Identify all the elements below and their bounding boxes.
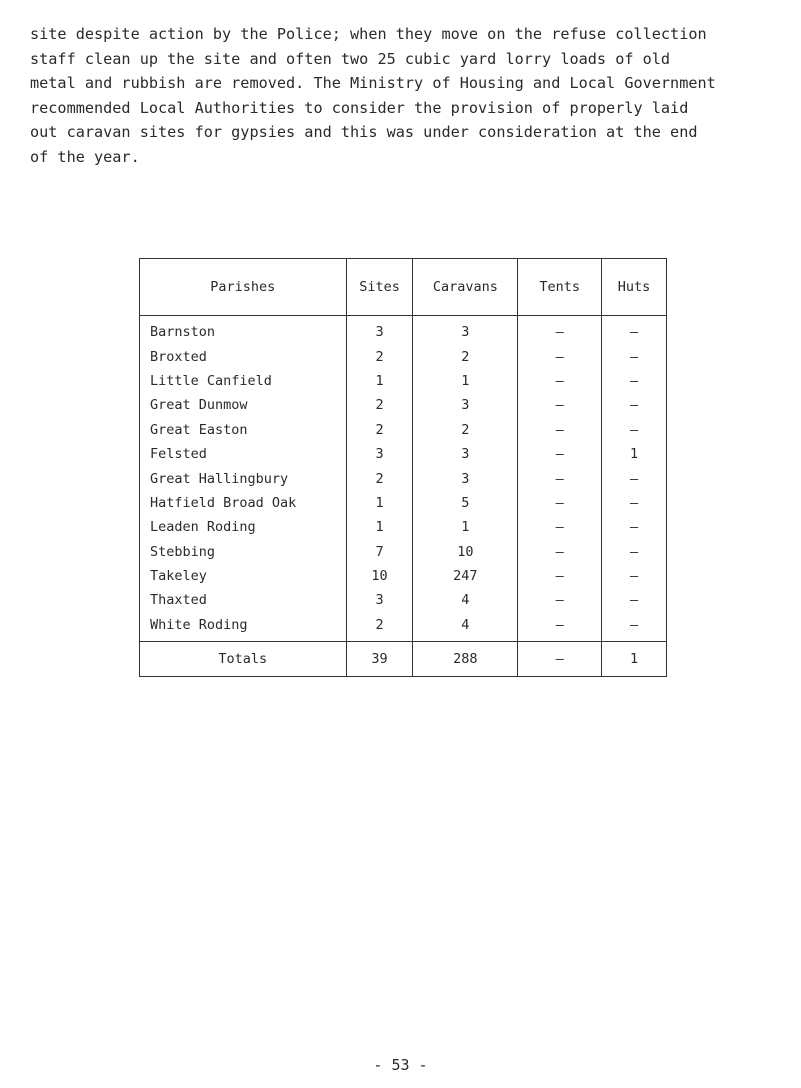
table-row bbox=[140, 442, 667, 466]
tents-cell: – bbox=[518, 564, 602, 588]
header-huts: Huts bbox=[602, 259, 667, 316]
table-header bbox=[140, 259, 667, 316]
huts-cell: – bbox=[602, 540, 667, 564]
paragraph-line: metal and rubbish are removed. The Ministry of Housing and Local Government bbox=[30, 74, 716, 93]
parish-cell: Great Easton bbox=[140, 418, 347, 442]
paragraph-line: recommended Local Authorities to consider the provision of properly laid bbox=[30, 98, 689, 117]
sites-cell: 2 bbox=[346, 418, 413, 442]
sites-cell: 2 bbox=[346, 613, 413, 642]
table-row bbox=[140, 515, 667, 539]
huts-cell: 1 bbox=[602, 442, 667, 466]
huts-cell: – bbox=[602, 344, 667, 368]
tents-cell: – bbox=[518, 466, 602, 490]
parish-cell: Hatfield Broad Oak bbox=[140, 491, 347, 515]
body-paragraph bbox=[30, 22, 790, 170]
totals-label: Totals bbox=[140, 642, 347, 677]
table-row bbox=[140, 369, 667, 393]
paragraph-line: of the year. bbox=[30, 147, 140, 166]
table-footer bbox=[140, 642, 667, 677]
caravans-cell: 4 bbox=[413, 613, 518, 642]
parish-cell: Thaxted bbox=[140, 588, 347, 612]
sites-cell: 2 bbox=[346, 393, 413, 417]
header-parishes: Parishes bbox=[140, 259, 347, 316]
sites-cell: 3 bbox=[346, 316, 413, 345]
page-number: - 53 - bbox=[373, 1056, 428, 1074]
parish-cell: Barnston bbox=[140, 316, 347, 345]
tents-cell: – bbox=[518, 613, 602, 642]
caravans-cell: 1 bbox=[413, 515, 518, 539]
caravans-cell: 3 bbox=[413, 393, 518, 417]
caravans-cell: 4 bbox=[413, 588, 518, 612]
caravans-cell: 247 bbox=[413, 564, 518, 588]
huts-cell: – bbox=[602, 613, 667, 642]
table-row bbox=[140, 418, 667, 442]
huts-cell: – bbox=[602, 418, 667, 442]
caravans-cell: 10 bbox=[413, 540, 518, 564]
sites-cell: 1 bbox=[346, 515, 413, 539]
table-row bbox=[140, 491, 667, 515]
tents-cell: – bbox=[518, 515, 602, 539]
tents-cell: – bbox=[518, 316, 602, 345]
sites-cell: 1 bbox=[346, 491, 413, 515]
parish-cell: Great Hallingbury bbox=[140, 466, 347, 490]
tents-cell: – bbox=[518, 418, 602, 442]
table-row bbox=[140, 613, 667, 642]
gypsy-sites-table bbox=[139, 258, 667, 677]
total-huts: 1 bbox=[602, 642, 667, 677]
caravans-cell: 3 bbox=[413, 442, 518, 466]
header-sites: Sites bbox=[346, 259, 413, 316]
sites-cell: 3 bbox=[346, 588, 413, 612]
table-row bbox=[140, 393, 667, 417]
caravans-cell: 3 bbox=[413, 466, 518, 490]
tents-cell: – bbox=[518, 588, 602, 612]
huts-cell: – bbox=[602, 466, 667, 490]
tents-cell: – bbox=[518, 540, 602, 564]
parish-cell: Leaden Roding bbox=[140, 515, 347, 539]
header-row bbox=[140, 259, 667, 316]
tents-cell: – bbox=[518, 344, 602, 368]
caravans-cell: 2 bbox=[413, 344, 518, 368]
caravans-cell: 5 bbox=[413, 491, 518, 515]
parish-cell: Broxted bbox=[140, 344, 347, 368]
sites-cell: 7 bbox=[346, 540, 413, 564]
huts-cell: – bbox=[602, 491, 667, 515]
parish-cell: Little Canfield bbox=[140, 369, 347, 393]
paragraph-line: site despite action by the Police; when they move on the refuse collection bbox=[30, 25, 707, 43]
table-row bbox=[140, 466, 667, 490]
caravans-cell: 3 bbox=[413, 316, 518, 345]
huts-cell: – bbox=[602, 393, 667, 417]
total-tents: – bbox=[518, 642, 602, 677]
totals-row bbox=[140, 642, 667, 677]
table-row bbox=[140, 316, 667, 345]
parish-cell: Felsted bbox=[140, 442, 347, 466]
huts-cell: – bbox=[602, 564, 667, 588]
parish-cell: Great Dunmow bbox=[140, 393, 347, 417]
header-caravans: Caravans bbox=[413, 259, 518, 316]
huts-cell: – bbox=[602, 316, 667, 345]
total-caravans: 288 bbox=[413, 642, 518, 677]
sites-cell: 2 bbox=[346, 344, 413, 368]
caravans-cell: 1 bbox=[413, 369, 518, 393]
tents-cell: – bbox=[518, 442, 602, 466]
tents-cell: – bbox=[518, 393, 602, 417]
parish-cell: Stebbing bbox=[140, 540, 347, 564]
paragraph-line: staff clean up the site and often two 25 cubic yard lorry loads of old bbox=[30, 49, 671, 68]
table-row bbox=[140, 588, 667, 612]
table-row bbox=[140, 540, 667, 564]
header-tents: Tents bbox=[518, 259, 602, 316]
parish-cell: White Roding bbox=[140, 613, 347, 642]
paragraph-line: out caravan sites for gypsies and this was under consideration at the end bbox=[30, 123, 698, 142]
table-body bbox=[140, 316, 667, 642]
parish-cell: Takeley bbox=[140, 564, 347, 588]
caravans-cell: 2 bbox=[413, 418, 518, 442]
sites-cell: 1 bbox=[346, 369, 413, 393]
table-row bbox=[140, 344, 667, 368]
total-sites: 39 bbox=[346, 642, 413, 677]
table-row bbox=[140, 564, 667, 588]
sites-cell: 3 bbox=[346, 442, 413, 466]
tents-cell: – bbox=[518, 369, 602, 393]
sites-cell: 2 bbox=[346, 466, 413, 490]
huts-cell: – bbox=[602, 515, 667, 539]
tents-cell: – bbox=[518, 491, 602, 515]
huts-cell: – bbox=[602, 588, 667, 612]
huts-cell: – bbox=[602, 369, 667, 393]
sites-cell: 10 bbox=[346, 564, 413, 588]
